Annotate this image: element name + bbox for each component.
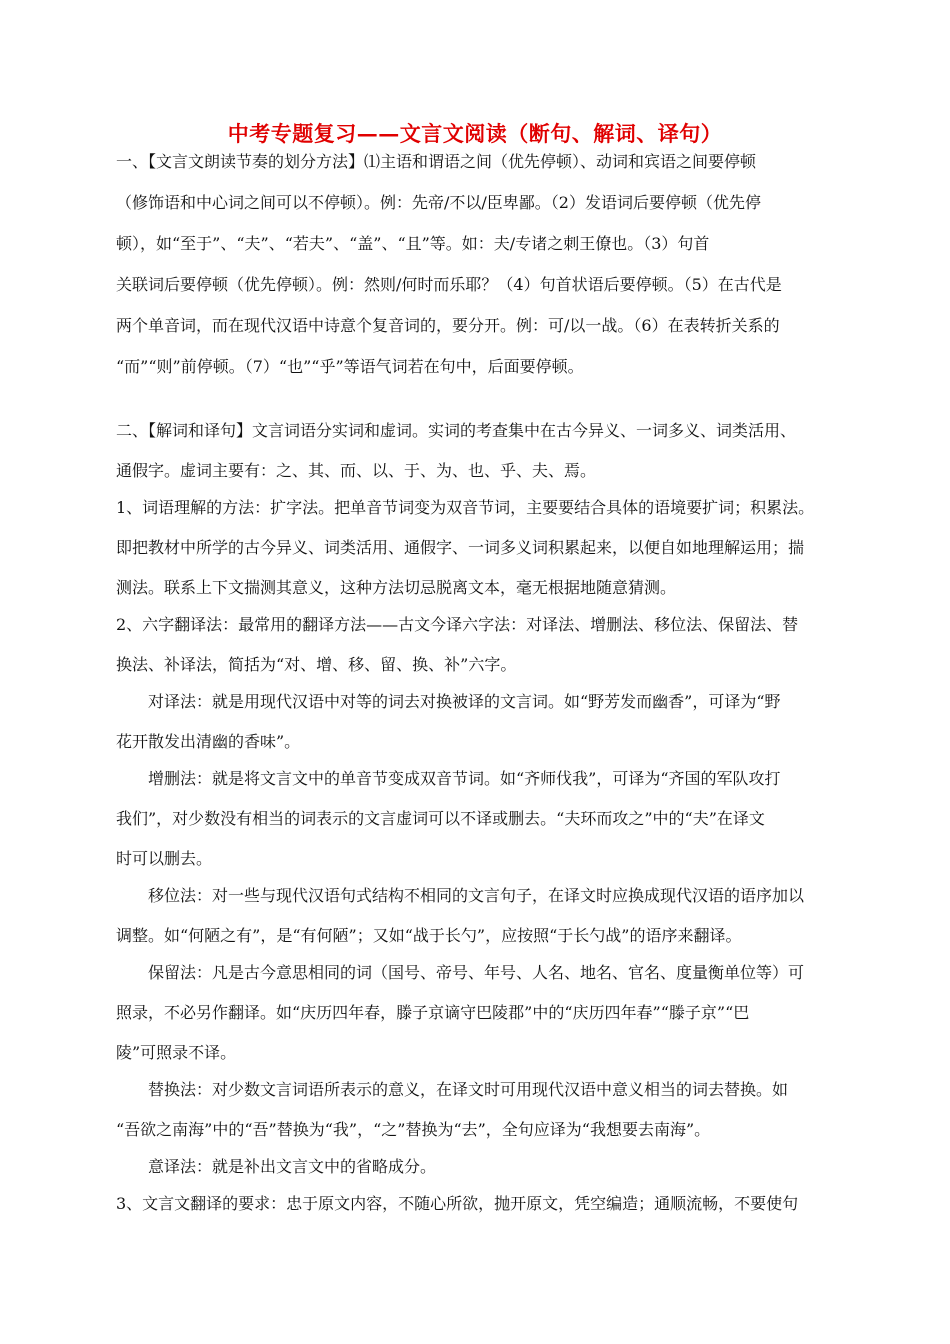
paragraph-line: 换法、补译法，简括为“对、增、移、留、换、补”六字。: [116, 655, 517, 674]
paragraph-line: 通假字。虚词主要有：之、其、而、以、于、为、也、乎、夫、焉。: [116, 461, 597, 480]
paragraph-line: “吾欲之南海”中的“吾”替换为“我”，“之”替换为“去”，全句应译为“我想要去南海”。: [116, 1120, 711, 1139]
paragraph-line: 花开散发出清幽的香味”。: [116, 732, 301, 751]
paragraph-line: （修饰语和中心词之间可以不停顿）。例：先帝/不以/臣卑鄙。（2）发语词后要停顿（优先停: [116, 193, 761, 212]
paragraph-line: 增删法：就是将文言文中的单音节变成双音节词。如“齐师伐我”，可译为“齐国的军队攻打: [148, 769, 781, 788]
paragraph-line: “而”“则”前停顿。（7）“也”“乎”等语气词若在句中，后面要停顿。: [116, 357, 584, 376]
paragraph-line: 调整。如“何陋之有”，是“有何陋”；又如“战于长勺”，应按照“于长勺战”的语序来翻译。: [116, 926, 742, 945]
paragraph-line: 时可以删去。: [116, 849, 213, 868]
paragraph-line: 意译法：就是补出文言文中的省略成分。: [148, 1157, 437, 1176]
paragraph-line: 2、六字翻译法：最常用的翻译方法——古文今译六字法：对译法、增删法、移位法、保留法、替: [116, 615, 799, 634]
paragraph-line: 关联词后要停顿（优先停顿）。例：然则/何时而乐耶？（4）句首状语后要停顿。（5）在古代是: [116, 275, 782, 294]
paragraph-line: 移位法：对一些与现代汉语句式结构不相同的文言句子，在译文时应换成现代汉语的语序加以: [148, 886, 805, 905]
paragraph-line: 陵”可照录不译。: [116, 1043, 237, 1062]
document-title: 中考专题复习——文言文阅读（断句、解词、译句）: [227, 121, 723, 146]
paragraph-line: 我们”，对少数没有相当的词表示的文言虚词可以不译或删去。“夫环而攻之”中的“夫”在译文: [116, 809, 765, 828]
paragraph-line: 照录，不必另作翻译。如“庆历四年春，滕子京谪守巴陵郡”中的“庆历四年春”“滕子京”“巴: [116, 1003, 750, 1022]
paragraph-line: 3、文言文翻译的要求：忠于原文内容，不随心所欲，抛开原文，凭空编造；通顺流畅，不要使句: [116, 1194, 799, 1213]
paragraph-line: 二、【解词和译句】文言词语分实词和虚词。实词的考查集中在古今异义、一词多义、词类活用、: [116, 421, 797, 440]
paragraph-line: 一、【文言文朗读节奏的划分方法】⑴主语和谓语之间（优先停顿）、动词和宾语之间要停顿: [116, 152, 757, 171]
paragraph-line: 两个单音词，而在现代汉语中诗意个复音词的，要分开。例：可/以一战。（6）在表转折关系的: [116, 316, 780, 335]
paragraph-line: 即把教材中所学的古今异义、词类活用、通假字、一词多义词积累起来，以便自如地理解运用；揣: [116, 538, 805, 557]
paragraph-line: 替换法：对少数文言词语所表示的意义，在译文时可用现代汉语中意义相当的词去替换。如: [148, 1080, 789, 1099]
paragraph-line: 对译法：就是用现代汉语中对等的词去对换被译的文言词。如“野芳发而幽香”，可译为“野: [148, 692, 781, 711]
paragraph-line: 顿），如“至于”、“夫”、“若夫”、“盖”、“且”等。如：夫/专诸之刺王僚也。（3）句首: [116, 234, 710, 253]
paragraph-line: 保留法：凡是古今意思相同的词（国号、帝号、年号、人名、地名、官名、度量衡单位等）可: [148, 963, 805, 982]
paragraph-line: 1、词语理解的方法：扩字法。把单音节词变为双音节词，主要要结合具体的语境要扩词；积累法。: [116, 498, 815, 517]
paragraph-line: 测法。联系上下文揣测其意义，这种方法切忌脱离文本，毫无根据地随意猜测。: [116, 578, 677, 597]
